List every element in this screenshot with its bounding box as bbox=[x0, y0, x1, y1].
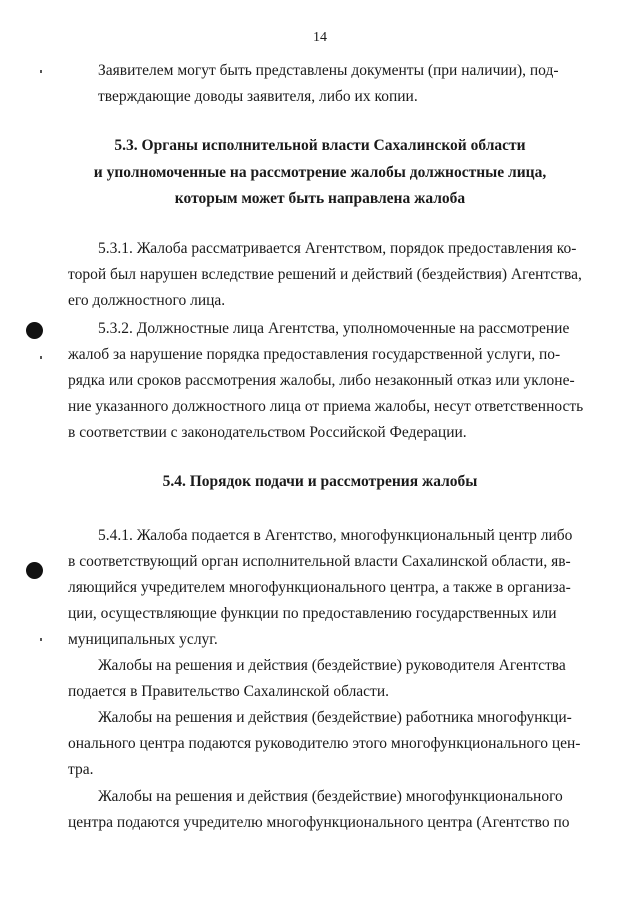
heading-line: которым может быть направлена жалоба bbox=[174, 190, 466, 207]
page-number: 14 bbox=[313, 30, 327, 45]
text-line: жалоб за нарушение порядка предоставления государственной услуги, по- bbox=[68, 346, 561, 363]
section-heading-5-3 bbox=[68, 133, 572, 213]
scan-speck bbox=[40, 638, 42, 641]
text-line: тра. bbox=[68, 761, 94, 778]
paragraph-5-3-2 bbox=[68, 316, 584, 446]
text-line: 5.3.1. Жалоба рассматривается Агентством, порядок предоставления ко- bbox=[98, 240, 577, 257]
text-line: онального центра подаются руководителю этого многофункционального цен- bbox=[68, 735, 581, 752]
scan-speck bbox=[40, 356, 42, 359]
paragraph-intro bbox=[68, 58, 572, 110]
text-line: в соответствии с законодательством Российской Федерации. bbox=[68, 424, 467, 441]
text-line: рядка или сроков рассмотрения жалобы, либо незаконный отказ или уклоне- bbox=[68, 372, 575, 389]
text-line: в соответствующий орган исполнительной власти Сахалинской области, яв- bbox=[68, 553, 571, 570]
scan-speck bbox=[40, 70, 42, 73]
heading-line: 5.3. Органы исполнительной власти Сахалинской области bbox=[114, 137, 526, 154]
text-line: муниципальных услуг. bbox=[68, 631, 218, 648]
text-line: Заявителем могут быть представлены документы (при наличии), под- bbox=[98, 62, 559, 79]
text-line: центра подаются учредителю многофункционального центра (Агентство по bbox=[68, 814, 570, 831]
text-line: его должностного лица. bbox=[68, 292, 226, 309]
text-line: тверждающие доводы заявителя, либо их копии. bbox=[98, 88, 418, 105]
text-line: подается в Правительство Сахалинской области. bbox=[68, 683, 390, 700]
text-line: ние указанного должностного лица от приема жалобы, несут ответственность bbox=[68, 398, 584, 415]
heading-line: и уполномоченные на рассмотрение жалобы должностные лица, bbox=[93, 163, 547, 181]
text-line: 5.4.1. Жалоба подается в Агентство, многофункциональный центр либо bbox=[98, 527, 573, 544]
text-line: Жалобы на решения и действия (бездействие) руководителя Агентства bbox=[98, 657, 566, 674]
heading-line: 5.4. Порядок подачи и рассмотрения жалобы bbox=[162, 473, 478, 490]
binder-hole bbox=[26, 322, 43, 339]
binder-hole bbox=[26, 562, 43, 579]
paragraph-5-3-1 bbox=[68, 236, 582, 314]
text-line: ляющийся учредителем многофункционального центра, а также в организа- bbox=[68, 579, 571, 596]
text-line: Жалобы на решения и действия (бездействие) многофункционального bbox=[98, 788, 563, 805]
paragraph-worker-complaints bbox=[68, 705, 581, 783]
text-line: 5.3.2. Должностные лица Агентства, уполномоченные на рассмотрение bbox=[98, 320, 570, 337]
paragraph-head-complaints bbox=[68, 653, 572, 705]
text-line: Жалобы на решения и действия (бездействие) работника многофункци- bbox=[98, 709, 572, 726]
text-line: торой был нарушен вследствие решений и действий (бездействия) Агентства, bbox=[68, 266, 582, 283]
paragraph-center-complaints bbox=[68, 784, 572, 836]
section-heading-5-4 bbox=[68, 469, 572, 496]
text-line: ции, осуществляющие функции по предоставлению государственных или bbox=[68, 605, 557, 622]
paragraph-5-4-1 bbox=[68, 523, 572, 653]
